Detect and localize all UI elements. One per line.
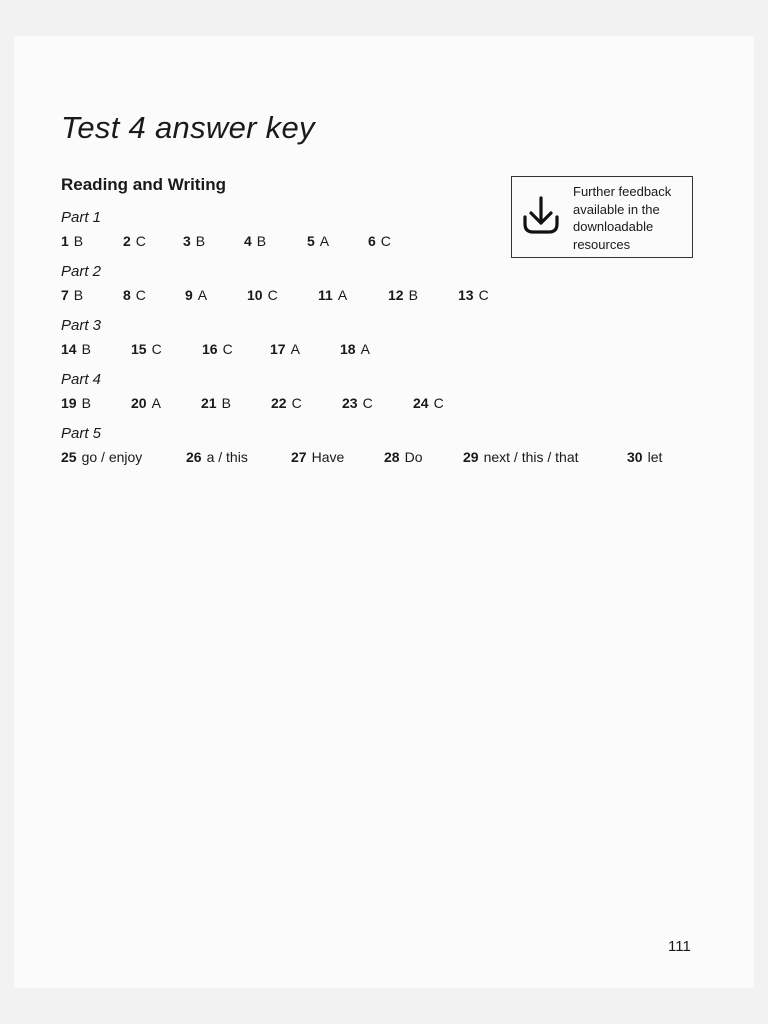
feedback-line: available in the	[573, 201, 660, 217]
answer-value: C	[135, 287, 146, 303]
answer-value: A	[197, 287, 208, 303]
answer-value: C	[380, 233, 391, 249]
answer-item	[61, 233, 83, 249]
question-number: 29	[463, 449, 479, 465]
part-label: Part 4	[61, 371, 102, 388]
answer-item	[244, 233, 266, 249]
part-label: Part 2	[61, 263, 102, 280]
question-number: 19	[61, 395, 77, 411]
question-number: 6	[368, 233, 376, 249]
answer-value: A	[290, 341, 300, 357]
question-number: 14	[61, 341, 77, 357]
answer-value: C	[433, 395, 444, 411]
answer-value: C	[151, 341, 162, 357]
section-heading: Reading and Writing	[61, 175, 226, 194]
answer-item	[340, 341, 370, 357]
question-number: 15	[131, 341, 147, 357]
answer-item	[247, 287, 278, 303]
answer-value: A	[337, 287, 348, 303]
answer-value: B	[81, 395, 91, 411]
answer-item	[627, 449, 662, 465]
feedback-line: resources	[573, 236, 631, 252]
answer-item	[307, 233, 329, 249]
answer-value: B	[81, 341, 91, 357]
answer-value: Have	[311, 449, 345, 465]
question-number: 2	[123, 233, 131, 249]
answer-value: a / this	[206, 449, 248, 465]
answer-item	[458, 287, 489, 303]
answer-item	[463, 449, 579, 465]
answer-item	[202, 341, 233, 357]
question-number: 10	[247, 287, 263, 303]
answer-value: B	[195, 233, 206, 249]
question-number: 22	[271, 395, 287, 411]
answer-value: C	[222, 341, 233, 357]
answer-value: next / this / that	[483, 449, 579, 465]
part-label: Part 1	[61, 209, 102, 226]
part-label: Part 3	[61, 317, 102, 334]
answer-item	[61, 287, 83, 303]
answer-value: C	[135, 233, 146, 249]
page-number: 111	[668, 938, 691, 955]
question-number: 1	[61, 233, 69, 249]
feedback-text	[573, 183, 691, 253]
answer-item	[61, 395, 91, 411]
answer-item	[271, 395, 302, 411]
answer-item	[131, 395, 161, 411]
question-number: 9	[185, 287, 193, 303]
question-number: 12	[388, 287, 404, 303]
answer-value: Do	[404, 449, 423, 465]
answer-item	[183, 233, 205, 249]
question-number: 7	[61, 287, 69, 303]
answer-item	[368, 233, 391, 249]
question-number: 3	[183, 233, 191, 249]
answer-value: A	[319, 233, 330, 249]
download-icon	[518, 193, 564, 239]
answer-item	[61, 449, 142, 465]
answer-item	[185, 287, 207, 303]
answer-item	[201, 395, 231, 411]
answer-item	[123, 287, 146, 303]
answer-value: let	[647, 449, 663, 465]
answer-value: B	[73, 233, 84, 249]
answer-value: B	[73, 287, 84, 303]
question-number: 20	[131, 395, 147, 411]
answer-value: A	[360, 341, 370, 357]
question-number: 25	[61, 449, 77, 465]
feedback-callout	[511, 176, 693, 258]
answer-item	[318, 287, 347, 303]
answer-item	[388, 287, 418, 303]
answer-item	[384, 449, 422, 465]
answer-value: go / enjoy	[81, 449, 143, 465]
question-number: 23	[342, 395, 358, 411]
question-number: 28	[384, 449, 400, 465]
question-number: 30	[627, 449, 643, 465]
answer-item	[123, 233, 146, 249]
question-number: 11	[318, 287, 333, 303]
answer-value: A	[151, 395, 161, 411]
answer-item	[61, 341, 91, 357]
answer-item	[270, 341, 300, 357]
question-number: 24	[413, 395, 429, 411]
answer-value: C	[267, 287, 278, 303]
feedback-line: downloadable	[573, 219, 654, 234]
question-number: 5	[307, 233, 315, 249]
answer-value: C	[362, 395, 373, 411]
answer-item	[291, 449, 344, 465]
question-number: 21	[201, 395, 217, 411]
question-number: 8	[123, 287, 131, 303]
answer-item	[342, 395, 373, 411]
answer-item	[413, 395, 444, 411]
answer-value: B	[221, 395, 231, 411]
answer-item	[131, 341, 162, 357]
part-label: Part 5	[61, 425, 102, 442]
question-number: 13	[458, 287, 474, 303]
question-number: 17	[270, 341, 286, 357]
answer-item	[186, 449, 248, 465]
question-number: 18	[340, 341, 356, 357]
answer-value: B	[256, 233, 267, 249]
answer-value: B	[408, 287, 418, 303]
feedback-line: Further feedback	[573, 184, 672, 199]
question-number: 4	[244, 233, 252, 249]
question-number: 16	[202, 341, 218, 357]
answer-value: C	[478, 287, 489, 303]
answer-value: C	[291, 395, 302, 411]
page-title: Test 4 answer key	[61, 110, 315, 145]
question-number: 27	[291, 449, 307, 465]
question-number: 26	[186, 449, 202, 465]
